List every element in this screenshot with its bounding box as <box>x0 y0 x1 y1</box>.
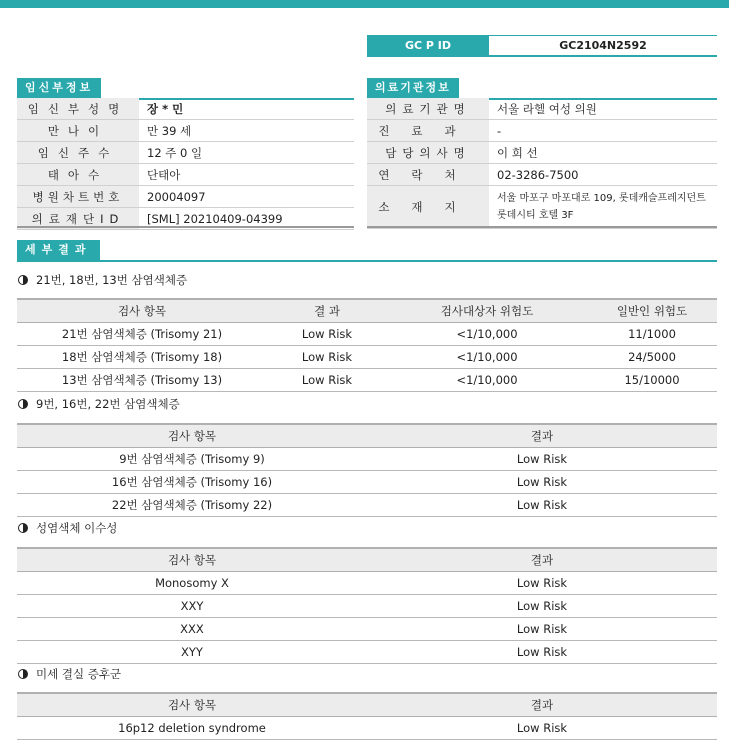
cell: 18번 삼염색체증 (Trisomy 18) <box>17 346 267 369</box>
table-row <box>17 346 717 369</box>
patient-key: 병원차트번호 <box>17 186 139 208</box>
clinic-key: 연락처 <box>367 164 489 186</box>
patient-key: 만나이 <box>17 120 139 142</box>
col-header: 결 과 <box>267 299 387 323</box>
sec4-table <box>17 692 717 740</box>
top-accent-bar <box>0 0 729 8</box>
cell: Low Risk <box>367 717 717 740</box>
clinic-info-title: 의료기관정보 <box>367 78 459 98</box>
gcp-id-box <box>367 35 717 57</box>
sec3-heading <box>18 520 117 536</box>
sec2-title: 9번, 16번, 22번 삼염색체증 <box>36 397 180 411</box>
cell: 9번 삼염색체증 (Trisomy 9) <box>17 448 367 471</box>
clinic-value: 이 희 선 <box>489 142 717 164</box>
clinic-value: - <box>489 120 717 142</box>
col-header: 결과 <box>367 424 717 448</box>
sec3-title: 성염색체 이수성 <box>36 521 118 535</box>
patient-value: 20004097 <box>139 186 354 208</box>
patient-row <box>17 120 354 142</box>
patient-key: 의료재단ID <box>17 208 139 230</box>
patient-info-title: 임신부정보 <box>17 78 101 98</box>
cell: 21번 삼염색체증 (Trisomy 21) <box>17 323 267 346</box>
table-row <box>17 369 717 392</box>
half-circle-icon <box>18 523 28 533</box>
sec1-table <box>17 298 717 392</box>
cell: Low Risk <box>267 369 387 392</box>
clinic-info-bottom-rule <box>367 226 717 228</box>
cell: 16번 삼염색체증 (Trisomy 16) <box>17 471 367 494</box>
table-row <box>17 572 717 595</box>
cell: Monosomy X <box>17 572 367 595</box>
col-header: 검사 항목 <box>17 299 267 323</box>
patient-key: 임신주수 <box>17 142 139 164</box>
clinic-value: 02-3286-7500 <box>489 164 717 186</box>
cell: Low Risk <box>367 618 717 641</box>
col-header: 검사 항목 <box>17 693 367 717</box>
table-row <box>17 717 717 740</box>
clinic-key: 담당의사명 <box>367 142 489 164</box>
patient-key: 임신부성명 <box>17 98 139 120</box>
sec3-header-row <box>17 548 717 572</box>
half-circle-icon <box>18 399 28 409</box>
clinic-info-header <box>367 78 717 98</box>
col-header: 검사대상자 위험도 <box>387 299 587 323</box>
patient-row <box>17 186 354 208</box>
col-header: 결과 <box>367 548 717 572</box>
patient-info-bottom-rule <box>17 226 354 228</box>
clinic-row <box>367 98 717 120</box>
cell: Low Risk <box>367 448 717 471</box>
cell: XXY <box>17 595 367 618</box>
cell: 11/1000 <box>587 323 717 346</box>
gcp-id-label: GC P ID <box>367 35 489 55</box>
col-header: 결과 <box>367 693 717 717</box>
clinic-value: 서울 마포구 마포대로 109, 롯데캐슬프레지던트 롯데시티 호텔 3F <box>489 186 717 229</box>
patient-value: 장 * 민 <box>139 98 354 120</box>
clinic-row <box>367 186 717 229</box>
table-row <box>17 618 717 641</box>
sec1-title: 21번, 18번, 13번 삼염색체증 <box>36 273 188 287</box>
cell: Low Risk <box>267 346 387 369</box>
gcp-id-value: GC2104N2592 <box>489 35 717 55</box>
cell: Low Risk <box>367 641 717 664</box>
cell: <1/10,000 <box>387 346 587 369</box>
cell: XYY <box>17 641 367 664</box>
clinic-row <box>367 142 717 164</box>
cell: Low Risk <box>367 572 717 595</box>
cell: Low Risk <box>367 471 717 494</box>
patient-value: 단태아 <box>139 164 354 186</box>
patient-row <box>17 98 354 120</box>
detail-results-title: 세부결과 <box>17 240 100 260</box>
sec3-table <box>17 547 717 664</box>
sec2-header-row <box>17 424 717 448</box>
table-row <box>17 471 717 494</box>
cell: 15/10000 <box>587 369 717 392</box>
cell: 13번 삼염색체증 (Trisomy 13) <box>17 369 267 392</box>
clinic-row <box>367 164 717 186</box>
cell: <1/10,000 <box>387 369 587 392</box>
patient-info-table <box>17 98 354 230</box>
cell: <1/10,000 <box>387 323 587 346</box>
half-circle-icon <box>18 669 28 679</box>
sec2-table <box>17 423 717 517</box>
patient-value: 만 39 세 <box>139 120 354 142</box>
clinic-row <box>367 120 717 142</box>
cell: XXX <box>17 618 367 641</box>
clinic-key: 의료기관명 <box>367 98 489 120</box>
cell: 24/5000 <box>587 346 717 369</box>
cell: Low Risk <box>267 323 387 346</box>
table-row <box>17 494 717 517</box>
table-row <box>17 323 717 346</box>
patient-value: [SML] 20210409-04399 <box>139 208 354 230</box>
sec4-heading <box>18 666 121 682</box>
cell: Low Risk <box>367 494 717 517</box>
clinic-key: 진료과 <box>367 120 489 142</box>
table-row <box>17 448 717 471</box>
cell: 22번 삼염색체증 (Trisomy 22) <box>17 494 367 517</box>
detail-results-header <box>17 240 717 260</box>
sec4-title: 미세 결실 증후군 <box>36 667 122 681</box>
sec1-heading <box>18 272 187 288</box>
patient-key: 태아수 <box>17 164 139 186</box>
clinic-value: 서울 라헬 여성 의원 <box>489 98 717 120</box>
col-header: 검사 항목 <box>17 424 367 448</box>
sec1-header-row <box>17 299 717 323</box>
sec2-heading <box>18 396 180 412</box>
patient-row <box>17 164 354 186</box>
col-header: 검사 항목 <box>17 548 367 572</box>
sec4-header-row <box>17 693 717 717</box>
cell: 16p12 deletion syndrome <box>17 717 367 740</box>
col-header: 일반인 위험도 <box>587 299 717 323</box>
clinic-key: 소재지 <box>367 186 489 229</box>
patient-value: 12 주 0 일 <box>139 142 354 164</box>
patient-info-header <box>17 78 354 98</box>
clinic-info-table <box>367 98 717 229</box>
half-circle-icon <box>18 275 28 285</box>
patient-row <box>17 142 354 164</box>
table-row <box>17 641 717 664</box>
table-row <box>17 595 717 618</box>
cell: Low Risk <box>367 595 717 618</box>
